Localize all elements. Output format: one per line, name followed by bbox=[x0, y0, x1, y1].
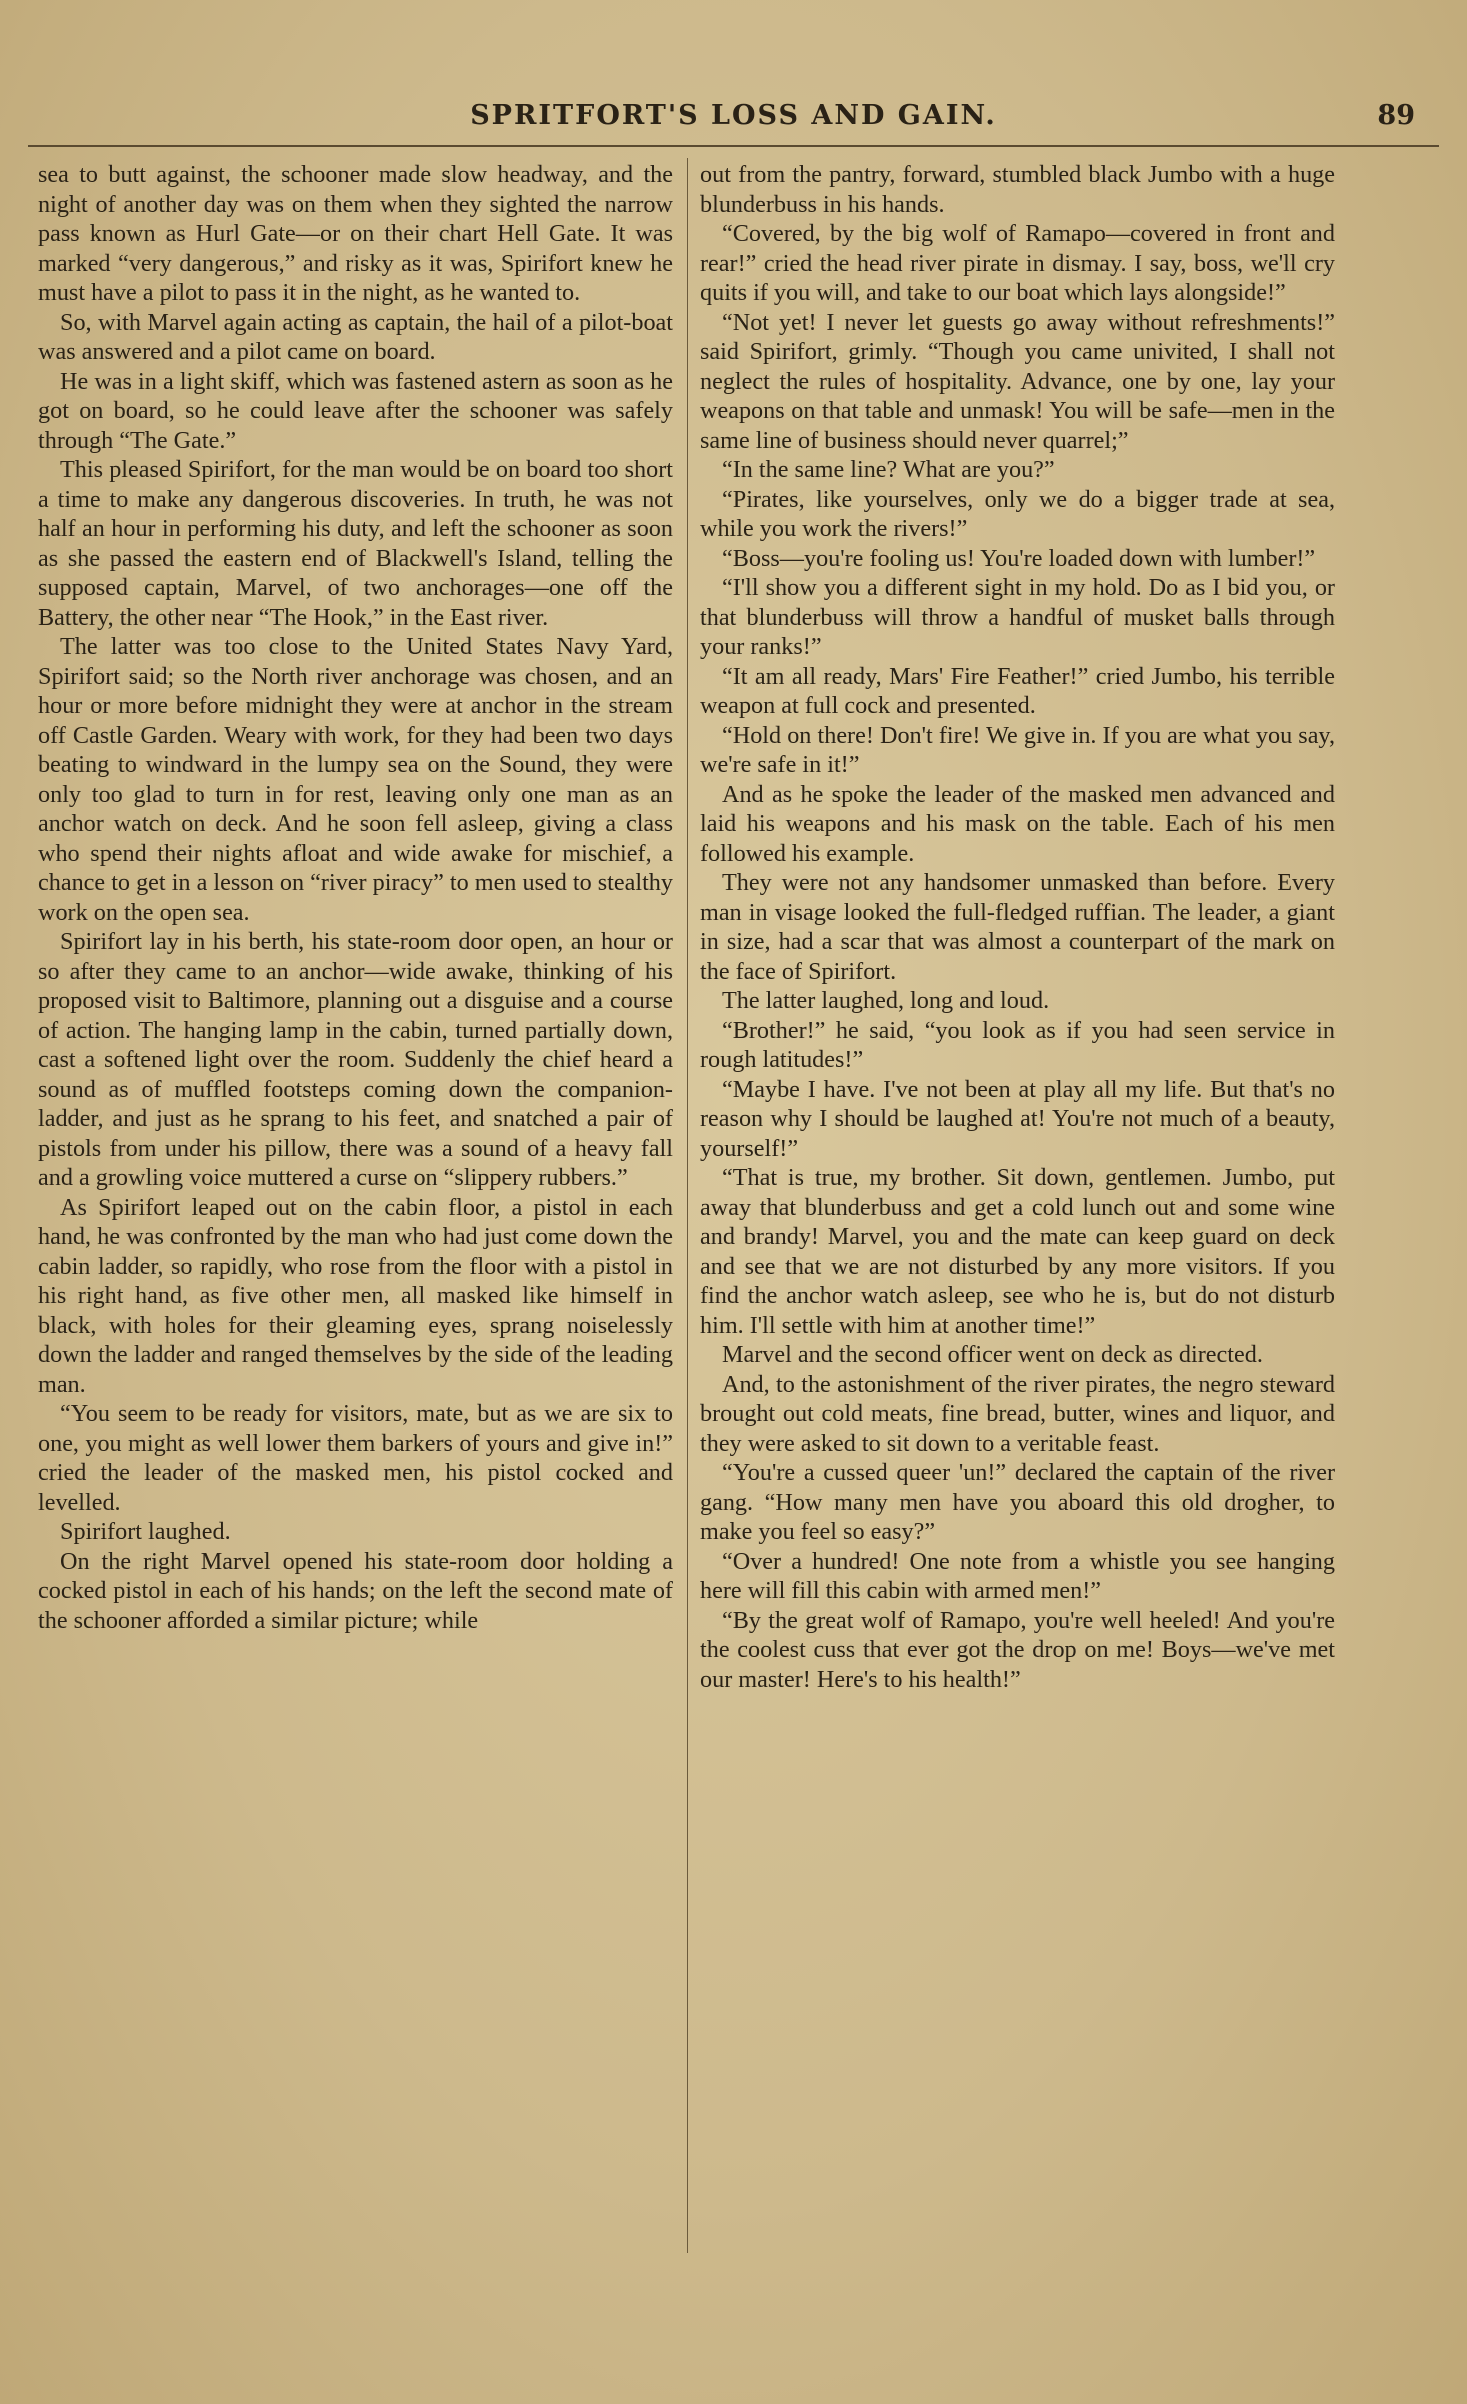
paragraph: “In the same line? What are you?” bbox=[722, 456, 1055, 483]
page-number: 89 bbox=[1377, 100, 1415, 131]
paragraph: “Covered, by the big wolf of Ramapo—covered in front and rear!” cried the head river pirate in dismay. I say, boss, we'll cry quits if you will, and take to our boat which lays alongside!” bbox=[700, 220, 1335, 306]
paragraph: Spirifort lay in his berth, his state-room door open, an hour or so after they came to an anchor—wide awake, thinking of his proposed visit to Baltimore, planning out a disguise and a course of action. The hanging lamp in the cabin, turned partially down, cast a softened light over the room. Suddenly the chief heard a sound as of muffled footsteps coming down the companion-ladder, and just as he sprang to his feet, and snatched a pair of pistols from under his pillow, there was a sound of a heavy fall and a growling voice muttered a curse on “slippery rubbers.” bbox=[38, 928, 673, 1191]
paragraph: Marvel and the second officer went on deck as directed. bbox=[722, 1341, 1263, 1368]
paragraph: They were not any handsomer unmasked than before. Every man in visage looked the full-fledged ruffian. The leader, a giant in size, had a scar that was almost a counterpart of the mark on the face of Spirifort. bbox=[700, 869, 1335, 985]
paragraph: “Boss—you're fooling us! You're loaded down with lumber!” bbox=[722, 544, 1316, 572]
paragraph: “It am all ready, Mars' Fire Feather!” cried Jumbo, his terrible weapon at full cock and presented. bbox=[700, 662, 1335, 719]
paragraph: Spirifort laughed. bbox=[60, 1518, 231, 1545]
paragraph: As Spirifort leaped out on the cabin floor, a pistol in each hand, he was confronted by the man who had just come down the cabin ladder, so rapidly, who rose from the floor with a pistol in his right hand, as five other men, all masked like himself in black, with holes for their gleaming eyes, sprang noiselessly down the ladder and ranged themselves by the side of the leading man. bbox=[38, 1193, 673, 1398]
paragraph: “Maybe I have. I've not been at play all my life. But that's no reason why I should be laughed at! You're not much of a beauty, yourself!” bbox=[700, 1075, 1335, 1162]
paragraph: sea to butt against, the schooner made slow headway, and the night of another day was on them when they sighted the narrow pass known as Hurl Gate—or on their chart Hell Gate. It was marked “very dangerous,” and risky as it was, Spirifort knew he must have a pilot to pass it in the night, as he wanted to. bbox=[38, 161, 673, 306]
paragraph: out from the pantry, forward, stumbled black Jumbo with a huge blunderbuss in his hands. bbox=[700, 161, 1335, 218]
paragraph: And as he spoke the leader of the masked men advanced and laid his weapons and his mask on the table. Each of his men followed his example. bbox=[700, 780, 1335, 867]
paragraph: And, to the astonishment of the river pirates, the negro steward brought out cold meats, fine bread, butter, wines and liquor, and they were asked to sit down to a veritable feast. bbox=[700, 1370, 1335, 1457]
paragraph: “That is true, my brother. Sit down, gentlemen. Jumbo, put away that blunderbuss and get a cold lunch out and some wine and brandy! Marvel, you and the mate can keep guard on deck and see that we are not disturbed by any more visitors. If you find the anchor watch asleep, see who he is, but do not disturb him. I'll settle with him at another time!” bbox=[700, 1164, 1335, 1339]
paragraph: “Not yet! I never let guests go away without refreshments!” said Spirifort, grimly. “Though you came univited, I shall not neglect the rules of hospitality. Advance, one by one, lay your weapons on that table and unmask! You will be safe—men in the same line of business should never quarrel;” bbox=[700, 308, 1335, 454]
paragraph: “Brother!” he said, “you look as if you had seen service in rough latitudes!” bbox=[700, 1016, 1335, 1073]
paragraph: “Hold on there! Don't fire! We give in. If you are what you say, we're safe in it!” bbox=[700, 721, 1335, 778]
paragraph: He was in a light skiff, which was fastened astern as soon as he got on board, so he could leave after the schooner was safely through “The Gate.” bbox=[38, 367, 673, 454]
paragraph: The latter laughed, long and loud. bbox=[722, 987, 1050, 1014]
paragraph: On the right Marvel opened his state-room door holding a cocked pistol in each of his hands; on the left the second mate of the schooner afforded a similar picture; while bbox=[38, 1547, 673, 1634]
paragraph: “I'll show you a different sight in my hold. Do as I bid you, or that blunderbuss will throw a handful of musket balls through your ranks!” bbox=[700, 574, 1335, 660]
paragraph: “You're a cussed queer 'un!” declared the captain of the river gang. “How many men have you aboard this old drogher, to make you feel so easy?” bbox=[700, 1459, 1335, 1545]
page-header bbox=[40, 100, 1427, 140]
paragraph: The latter was too close to the United States Navy Yard, Spirifort said; so the North river anchorage was chosen, and an hour or more before midnight they were at anchor in the stream off Castle Garden. Weary with work, for they had been two days beating to windward in the lumpy sea on the Sound, they were only too glad to turn in for rest, leaving only one man as an anchor watch on deck. And he soon fell asleep, giving a class who spend their nights afloat and wide awake for mischief, a chance to get in a lesson on “river piracy” to men used to stealthy work on the open sea. bbox=[38, 633, 673, 926]
right-column bbox=[700, 160, 1335, 1694]
paragraph: So, with Marvel again acting as captain, the hail of a pilot-boat was answered and a pilot came on board. bbox=[38, 308, 673, 365]
paragraph: “Pirates, like yourselves, only we do a bigger trade at sea, while you work the rivers!” bbox=[700, 485, 1335, 542]
header-rule bbox=[28, 145, 1439, 147]
paragraph: This pleased Spirifort, for the man would be on board too short a time to make any dangerous discoveries. In truth, he was not half an hour in performing his duty, and left the schooner as soon as she passed the eastern end of Blackwell's Island, telling the supposed captain, Marvel, of two anchorages—one off the Battery, the other near “The Hook,” in the East river. bbox=[38, 456, 673, 631]
column-divider bbox=[687, 158, 688, 2253]
paragraph: “You seem to be ready for visitors, mate, but as we are six to one, you might as well lower them barkers of yours and give in!” cried the leader of the masked men, his pistol cocked and levelled. bbox=[38, 1400, 673, 1516]
paragraph: “By the great wolf of Ramapo, you're well heeled! And you're the coolest cuss that ever got the drop on me! Boys—we've met our master! Here's to his health!” bbox=[700, 1606, 1335, 1693]
running-head: SPRITFORT'S LOSS AND GAIN. bbox=[470, 100, 997, 131]
paragraph: “Over a hundred! One note from a whistle you see hanging here will fill this cabin with armed men!” bbox=[700, 1547, 1335, 1604]
left-column bbox=[38, 160, 673, 1635]
